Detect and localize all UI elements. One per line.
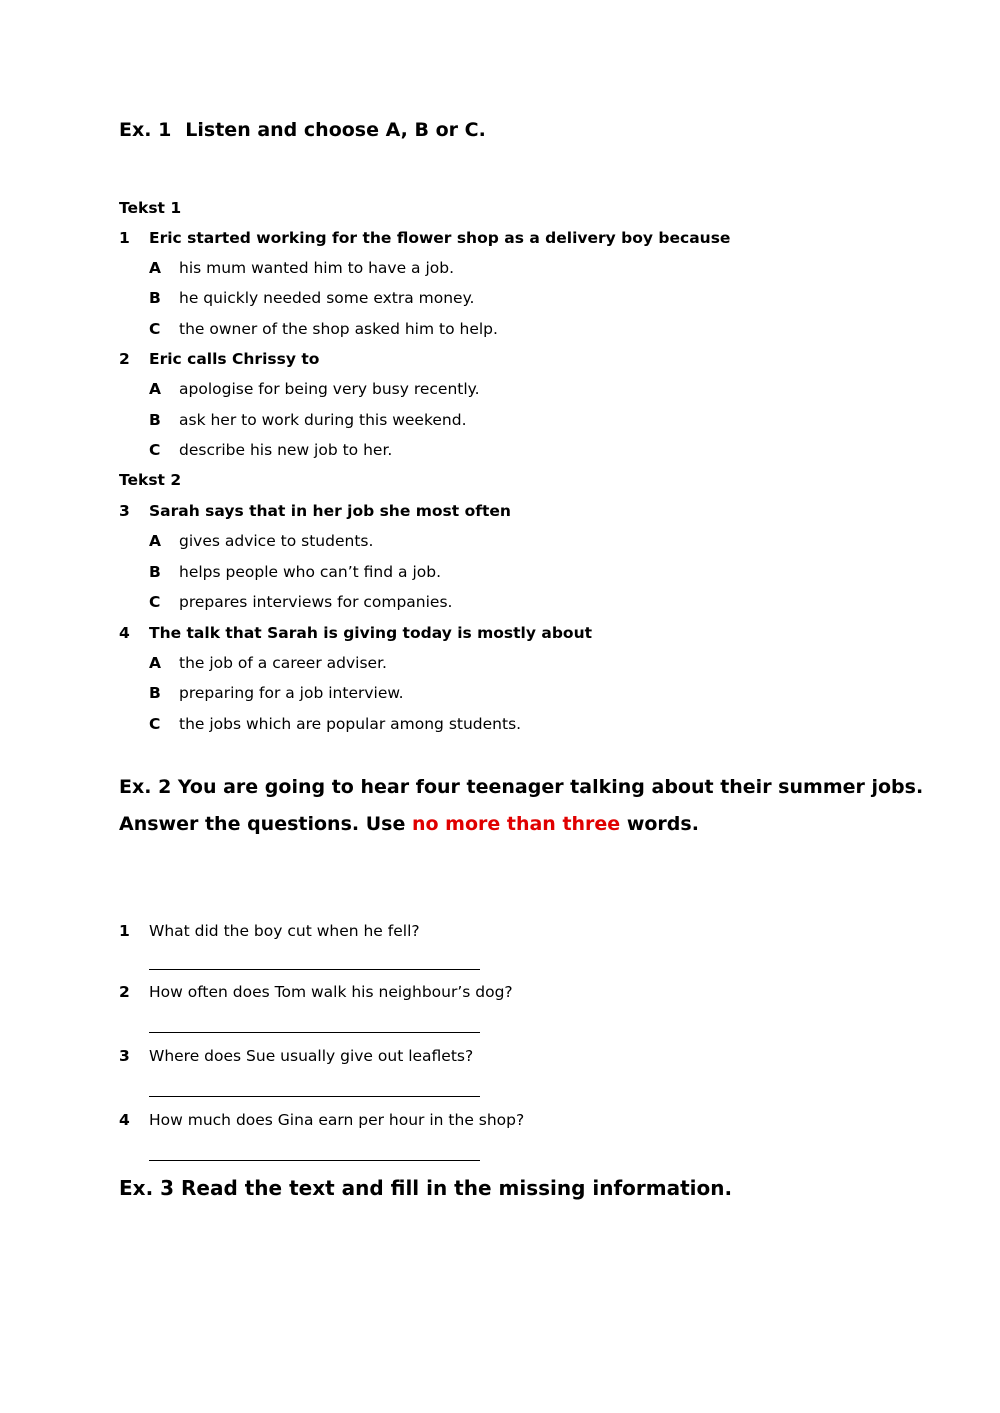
option-text: the jobs which are popular among students. [179, 715, 522, 733]
option-text: prepares interviews for companies. [179, 593, 453, 611]
ex1-q2-option-a[interactable] [149, 380, 480, 398]
question-number: 2 [119, 983, 130, 1001]
ex1-question-4 [119, 624, 592, 642]
ex1-q1-option-a[interactable] [149, 259, 454, 277]
option-text: gives advice to students. [179, 532, 374, 550]
option-text: ask her to work during this weekend. [179, 411, 467, 429]
question-text: Where does Sue usually give out leaflets? [149, 1047, 474, 1065]
ex2-instruction-start: Answer the questions. Use [119, 813, 412, 835]
ex1-q2-option-c[interactable] [149, 441, 392, 459]
ex2-question-3 [119, 1047, 473, 1065]
option-text: his mum wanted him to have a job. [179, 259, 455, 277]
question-number: 1 [119, 922, 130, 940]
option-letter: A [149, 532, 161, 550]
option-letter: A [149, 259, 161, 277]
ex1-title [119, 119, 486, 141]
ex1-question-2 [119, 350, 319, 368]
ex1-q3-option-c[interactable] [149, 593, 452, 611]
option-letter: C [149, 320, 161, 338]
ex2-title: Ex. 2 You are going to hear four teenager talking about their summer jobs. [119, 776, 924, 798]
option-text: describe his new job to her. [179, 441, 393, 459]
question-text: Eric started working for the flower shop as a delivery boy because [149, 229, 731, 247]
ex1-q1-option-b[interactable] [149, 289, 474, 307]
question-number: 3 [119, 502, 130, 520]
ex1-q2-option-b[interactable] [149, 411, 467, 429]
ex1-q1-option-c[interactable] [149, 320, 498, 338]
question-text: Eric calls Chrissy to [149, 350, 320, 368]
question-text: What did the boy cut when he fell? [149, 922, 420, 940]
option-text: apologise for being very busy recently. [179, 380, 480, 398]
ex2-answer-line-2[interactable] [149, 1032, 480, 1033]
ex2-answer-line-4[interactable] [149, 1160, 480, 1161]
option-letter: B [149, 289, 161, 307]
ex2-question-1 [119, 922, 420, 940]
ex1-number: Ex. 1 [119, 119, 172, 141]
ex1-question-1 [119, 229, 730, 247]
question-text: The talk that Sarah is giving today is mostly about [149, 624, 593, 642]
question-number: 4 [119, 624, 130, 642]
ex2-word-limit-highlight: no more than three [411, 813, 621, 835]
option-text: the owner of the shop asked him to help. [179, 320, 498, 338]
ex2-question-2 [119, 983, 513, 1001]
tekst1-label: Tekst 1 [119, 199, 182, 217]
question-text: How much does Gina earn per hour in the shop? [149, 1111, 525, 1129]
question-text: Sarah says that in her job she most often [149, 502, 511, 520]
ex1-instruction: Listen and choose A, B or C. [185, 119, 486, 141]
question-number: 4 [119, 1111, 130, 1129]
ex1-q4-option-a[interactable] [149, 654, 387, 672]
option-letter: B [149, 563, 161, 581]
question-number: 1 [119, 229, 130, 247]
ex1-q3-option-a[interactable] [149, 532, 373, 550]
option-letter: C [149, 715, 161, 733]
ex1-q3-option-b[interactable] [149, 563, 441, 581]
ex2-question-4 [119, 1111, 524, 1129]
option-letter: A [149, 380, 161, 398]
question-number: 3 [119, 1047, 130, 1065]
option-letter: C [149, 593, 161, 611]
option-letter: B [149, 411, 161, 429]
option-text: preparing for a job interview. [179, 684, 404, 702]
ex1-question-3 [119, 502, 511, 520]
question-text: How often does Tom walk his neighbour’s dog? [149, 983, 513, 1001]
tekst2-label: Tekst 2 [119, 471, 182, 489]
ex2-answer-line-3[interactable] [149, 1096, 480, 1097]
option-text: helps people who can’t find a job. [179, 563, 441, 581]
option-text: he quickly needed some extra money. [179, 289, 475, 307]
ex2-answer-line-1[interactable] [149, 969, 480, 970]
option-letter: B [149, 684, 161, 702]
ex2-instruction [119, 813, 699, 835]
ex1-q4-option-c[interactable] [149, 715, 521, 733]
ex2-instruction-end: words. [620, 813, 699, 835]
ex1-q4-option-b[interactable] [149, 684, 404, 702]
option-text: the job of a career adviser. [179, 654, 387, 672]
option-letter: A [149, 654, 161, 672]
question-number: 2 [119, 350, 130, 368]
ex3-title: Ex. 3 Read the text and fill in the missing information. [119, 1176, 733, 1200]
option-letter: C [149, 441, 161, 459]
